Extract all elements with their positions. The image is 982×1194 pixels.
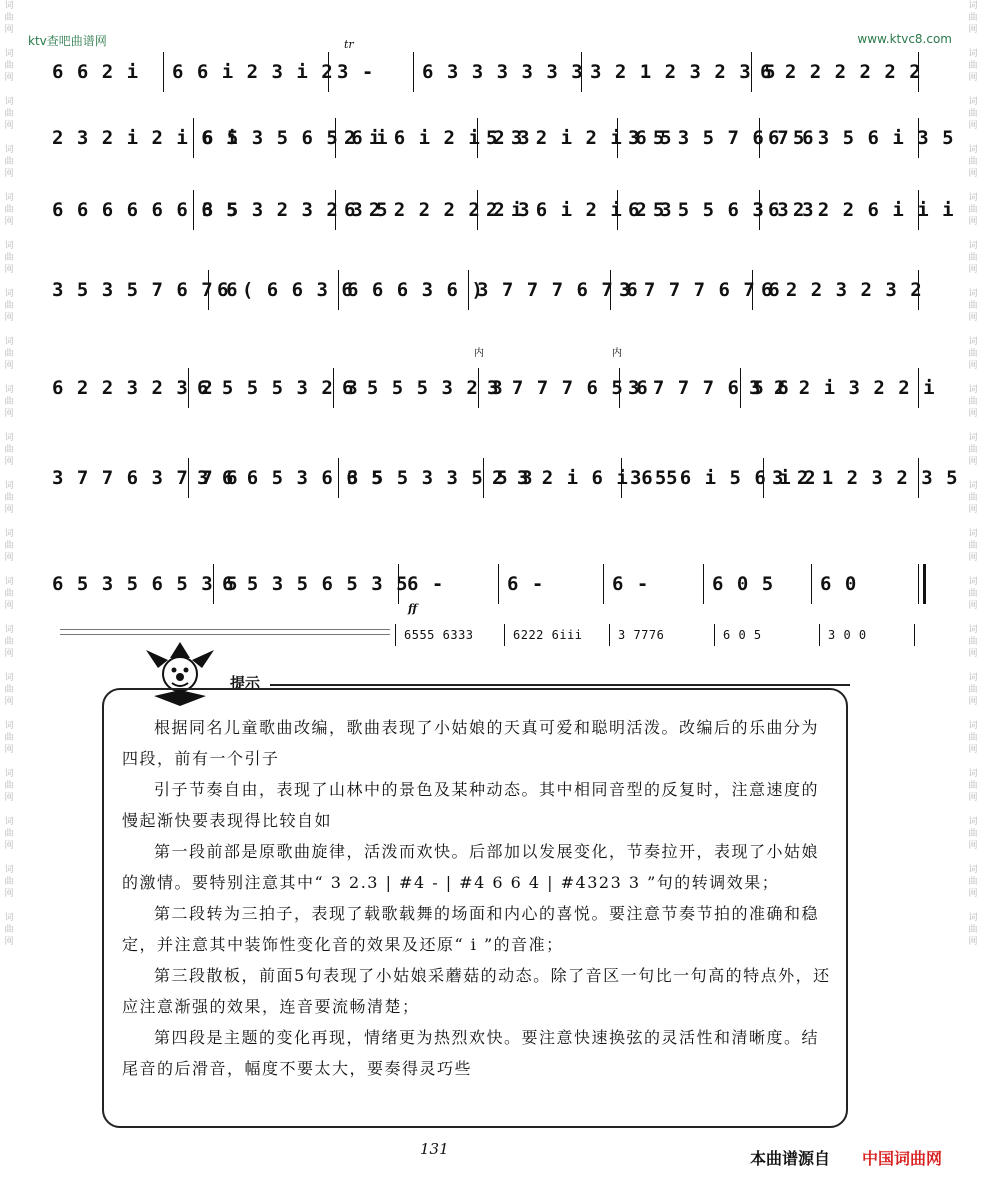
tips-box [102,688,848,1128]
dynamic-mark: ff [408,602,418,615]
score-measure: 6 2 2 2 2 2 2 3 [336,190,478,230]
score-measure: 6 5 5 5 3 2 3 [334,368,479,408]
score-measure: 6 3 3 3 3 3 3 [414,52,582,92]
score-measure: 3 5 3 2 3 2 3 5 [194,190,336,230]
tips-paragraph: 根据同名儿童歌曲改编，歌曲表现了小姑娘的天真可爱和聪明活泼。改编后的乐曲分为四段，前有一个引子 [122,718,820,768]
score-measure: 2 i 6 i 2 i 2 3 [336,118,478,158]
lower-staff-measure: 3 7776 [610,624,715,646]
score-measure: 6 - [604,564,704,604]
score-measure: 6 6 6 3 6 ) [339,270,469,310]
score-row [44,368,936,408]
score-measure: 3 7 7 7 6 5 6 [620,368,741,408]
score-measure: 3 2 1 2 3 2 3 5 [764,458,919,498]
side-watermark-left: 词 曲 网 词 曲 网 词 曲 网 词 曲 网 词 曲 网 词 曲 网 词 曲 网 词 曲 网 词 曲 网 词 曲 网 词 曲 网 词 曲 网 词 曲 网 词 曲 网 词 曲 网 词 曲 网 词 曲 网 词 曲 网 词 曲 网 词 曲 网 [4,1,14,947]
score-row [44,564,919,604]
score-measure: 6 2 2 3 2 3 2 [753,270,919,310]
score-measure: 5 3 2 i 2 i 6 5 [478,118,618,158]
score-measure: 3 2 1 2 3 2 3 5 [582,52,752,92]
inner-string-mark: 内 [612,348,622,359]
score-measure: 6 5 3 5 6 5 3 5 [214,564,399,604]
lower-staff-measure: 6555 6333 [395,624,505,646]
score-measure: 6 5 5 5 3 2 3 [189,368,334,408]
score-measure: 3 5 3 5 7 6 7 6 [44,270,209,310]
score-measure: 3 5 5 3 3 5 5 3 [339,458,484,498]
footer-site-name[interactable]: 中国词曲网 [862,1149,943,1168]
score-measure: 6 2 2 3 2 3 2 [44,368,189,408]
header-right-url[interactable]: www.ktvc8.com [857,32,952,46]
score-row [44,458,959,498]
score-measure: 6 6 2 i [44,52,164,92]
lower-staff-measure: 6 0 5 [715,624,820,646]
score-measure: 3 2 2 i 3 2 2 i [741,368,919,408]
tips-title: 提示 [230,674,261,692]
trill-mark: tr [344,38,354,51]
score-measure: 3 5 3 5 7 6 7 6 [620,118,760,158]
score-measure: 6 0 [812,564,919,604]
footer-source-label: 本曲谱源自 [750,1149,831,1168]
score-measure: 6 0 5 [704,564,812,604]
score-measure: 6 5 3 5 6 5 6 i [194,118,336,158]
tips-paragraph: 第一段前部是原歌曲旋律，活泼而欢快。后部加以发展变化，节奏拉开，表现了小姑娘的激情。要特别注意其中“ 3 2.3 | #4 - | #4 6 6 4 | #4323 3 ”句的转调效果； [122,842,820,892]
score-measure: 3 7 7 7 6 7 6 [469,270,611,310]
score-measure: 3 7 7 7 6 7 6 [611,270,753,310]
score-measure: 6 5 3 5 6 i 3 5 [760,118,919,158]
score-measure: 6 6 i 2 3 i 2 [164,52,329,92]
header-left-site[interactable]: ktv查吧曲谱网 [28,34,107,48]
score-measure: 3 5 6 i 5 6 i 2 [622,458,764,498]
score-measure: 3 7 7 7 6 5 6 [479,368,620,408]
final-barline [923,564,926,604]
score-row [44,190,955,230]
score-row [44,270,923,310]
score-measure: 3 6 6 5 3 6 6 5 [189,458,339,498]
tips-paragraph: 第二段转为三拍子，表现了载歌载舞的场面和内心的喜悦。要注意节奏节拍的准确和稳定，并注意其中装饰性变化音的效果及还原“ i ”的音准； [122,904,820,954]
score-measure: 2 i 6 i 2 i 2 3 [478,190,618,230]
score-measure: 6 - [399,564,499,604]
score-measure: 2 3 2 i 6 i 6 5 [484,458,622,498]
lower-staff-measure: 3 0 0 [820,624,915,646]
inner-string-mark: 内 [474,348,484,359]
score-measure: 6 5 3 5 6 5 3 5 [44,564,214,604]
lower-staff-measure: 6222 6iii [505,624,610,646]
lower-staff [395,624,920,646]
score-measure: 6 2 2 2 6 i i i [760,190,919,230]
tips-title-rule [270,684,850,686]
page-number: 131 [420,1140,449,1158]
tips-paragraph: 第三段散板，前面5句表现了小姑娘采蘑菇的动态。除了音区一句比一句高的特点外，还应注意渐强的效果，连音要流畅清楚； [122,966,831,1016]
score-measure: 6 5 5 5 6 3 3 3 [620,190,760,230]
score-measure: 6 ( 6 6 3 6 [209,270,339,310]
score-row [44,118,955,158]
score-measure: 2 3 2 i 2 i 6 i [44,118,194,158]
side-watermark-right: 词 曲 网 词 曲 网 词 曲 网 词 曲 网 词 曲 网 词 曲 网 词 曲 网 词 曲 网 词 曲 网 词 曲 网 词 曲 网 词 曲 网 词 曲 网 词 曲 网 词 曲 网 词 曲 网 词 曲 网 词 曲 网 词 曲 网 词 曲 网 [968,1,978,947]
score-measure: 6 2 2 2 2 2 2 [752,52,919,92]
score-measure: 6 6 6 6 6 6 6 5 [44,190,194,230]
score-measure: 6 - [499,564,604,604]
tips-paragraph: 第四段是主题的变化再现，情绪更为热烈欢快。要注意快速换弦的灵活性和清晰度。结尾音的后滑音，幅度不要太大，要奏得灵巧些 [122,1028,820,1078]
score-measure: 3 - [329,52,414,92]
score-measure: 3 7 7 6 3 7 7 6 [44,458,189,498]
tips-paragraph: 引子节奏自由，表现了山林中的景色及某种动态。其中相同音型的反复时，注意速度的慢起渐快要表现得比较自如 [122,780,820,830]
score-row [44,52,922,92]
